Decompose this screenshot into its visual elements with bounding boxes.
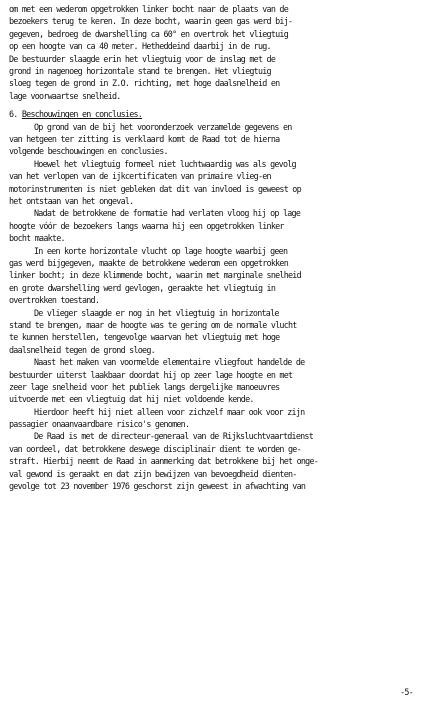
text-line: sloeg tegen de grond in Z.O. richting, met hoge daalsnelheid en — [9, 78, 280, 89]
text-line: linker bocht; in deze klimmende bocht, waarin met marginale snelheid — [9, 270, 301, 281]
text-line: stand te brengen, maar de hoogte was te gering om de normale vlucht — [9, 319, 297, 330]
paragraph — [9, 307, 429, 357]
text-line: van oordeel, dat betrokkene deswege disciplinair dient te worden ge- — [9, 443, 301, 454]
text-line: straft. Hierbij neemt de Raad in aanmerking dat betrokkene bij het onge- — [9, 456, 319, 467]
text-line: motorinstrumenten is niet gebleken dat dit van invloed is geweest op — [9, 183, 301, 194]
text-line: om met een wederom opgetrokken linker bocht naar de plaats van de — [9, 4, 288, 14]
text-line: Op grond van de bij het vooronderzoek verzamelde gegevens en — [34, 121, 292, 132]
text-line: van het verlopen van de ijkcertificaten van primaire vlieg-en — [9, 171, 271, 182]
text-line: De Raad is met de directeur-generaal van de Rijksluchtvaartdienst — [34, 431, 313, 442]
paragraph — [9, 356, 429, 406]
text-line: hoogte vóór de bezoekers langs waarna hij een opgetrokken linker — [9, 220, 284, 231]
text-line: passagier onaanvaardbare risico's genomen. — [9, 419, 190, 430]
text-line: bocht maakte. — [9, 233, 65, 244]
paragraph — [9, 430, 429, 492]
paragraph — [9, 158, 429, 208]
text-line: grond in nagenoeg horizontale stand te brengen. Het vliegtuig — [9, 65, 271, 76]
text-line: zeer lage snelheid voor het publiek langs dergelijke manoeuvres — [9, 381, 280, 392]
text-line: op een hoogte van ca 40 meter. Hetheddeind daarbij in de rug. — [9, 41, 271, 52]
text-line: De bestuurder slaagde erin het vliegtuig voor de inslag met de — [9, 53, 276, 64]
text-line: Hierdoor heeft hij niet alleen voor zichzelf maar ook voor zijn — [34, 406, 305, 417]
paragraph — [9, 406, 429, 431]
text-line: van hetgeen ter zitting is verklaard komt de Raad tot de hierna — [9, 134, 280, 145]
section-title: Beschouwingen en conclusies. — [21, 109, 143, 120]
text-line: In een korte horizontale vlucht op lage hoogte waarbij geen — [34, 245, 288, 256]
text-line: Nadat de betrokkene de formatie had verlaten vloog hij op lage — [34, 208, 301, 219]
text-line: gevolge tot 23 november 1976 geschorst zijn geweest in afwachting van — [9, 481, 306, 492]
text-line: daalsnelheid tegen de grond sloeg. — [9, 344, 155, 355]
paragraph — [9, 121, 429, 158]
text-line: lage voorwaartse snelheid. — [9, 90, 121, 101]
text-line: De vlieger slaagde er nog in het vliegtuig in horizontale — [34, 307, 279, 318]
text-line: gas werd bijgegeven, maakte de betrokkene wederom een opgetrokken — [9, 258, 288, 268]
paragraph — [9, 245, 429, 307]
page-number: -5- — [400, 687, 413, 697]
document-page — [9, 3, 429, 492]
section-number: 6. — [9, 109, 18, 120]
text-line: te kunnen herstellen, tengevolge waarvan het vliegtuig met hoge — [9, 332, 280, 343]
text-line: overtrokken toestand. — [9, 295, 100, 306]
paragraph — [9, 207, 429, 244]
text-line: volgende beschouwingen en conclusies. — [9, 146, 168, 157]
text-line: uitvoerde met een vliegtuig dat hij niet voldoende kende. — [9, 394, 254, 405]
text-line: val gewond is geraakt en dat zijn bewijzen van bevoegdheid dienten- — [9, 468, 297, 479]
section-heading — [9, 108, 429, 120]
top-paragraph — [9, 3, 429, 102]
text-line: Naast het maken van voormelde elementaire vliegfout handelde de — [34, 357, 305, 368]
text-line: gegeven, bedroeg de dwarshelling ca 60° en overtrok het vliegtuig — [9, 28, 288, 39]
text-line: bezoekers terug te keren. In deze bocht, waarin geen gas werd bij- — [9, 16, 293, 27]
text-line: Hoewel het vliegtuig formeel niet luchtwaardig was als gevolg — [34, 158, 296, 169]
text-line: en grote dwarshelling werd gevlogen, geraakte het vliegtuig in — [9, 282, 276, 293]
text-line: het ontstaan van het ongeval. — [9, 196, 134, 207]
text-line: bestuurder uiterst laakbaar doordat hij op zeer lage hoogte en met — [9, 369, 293, 380]
